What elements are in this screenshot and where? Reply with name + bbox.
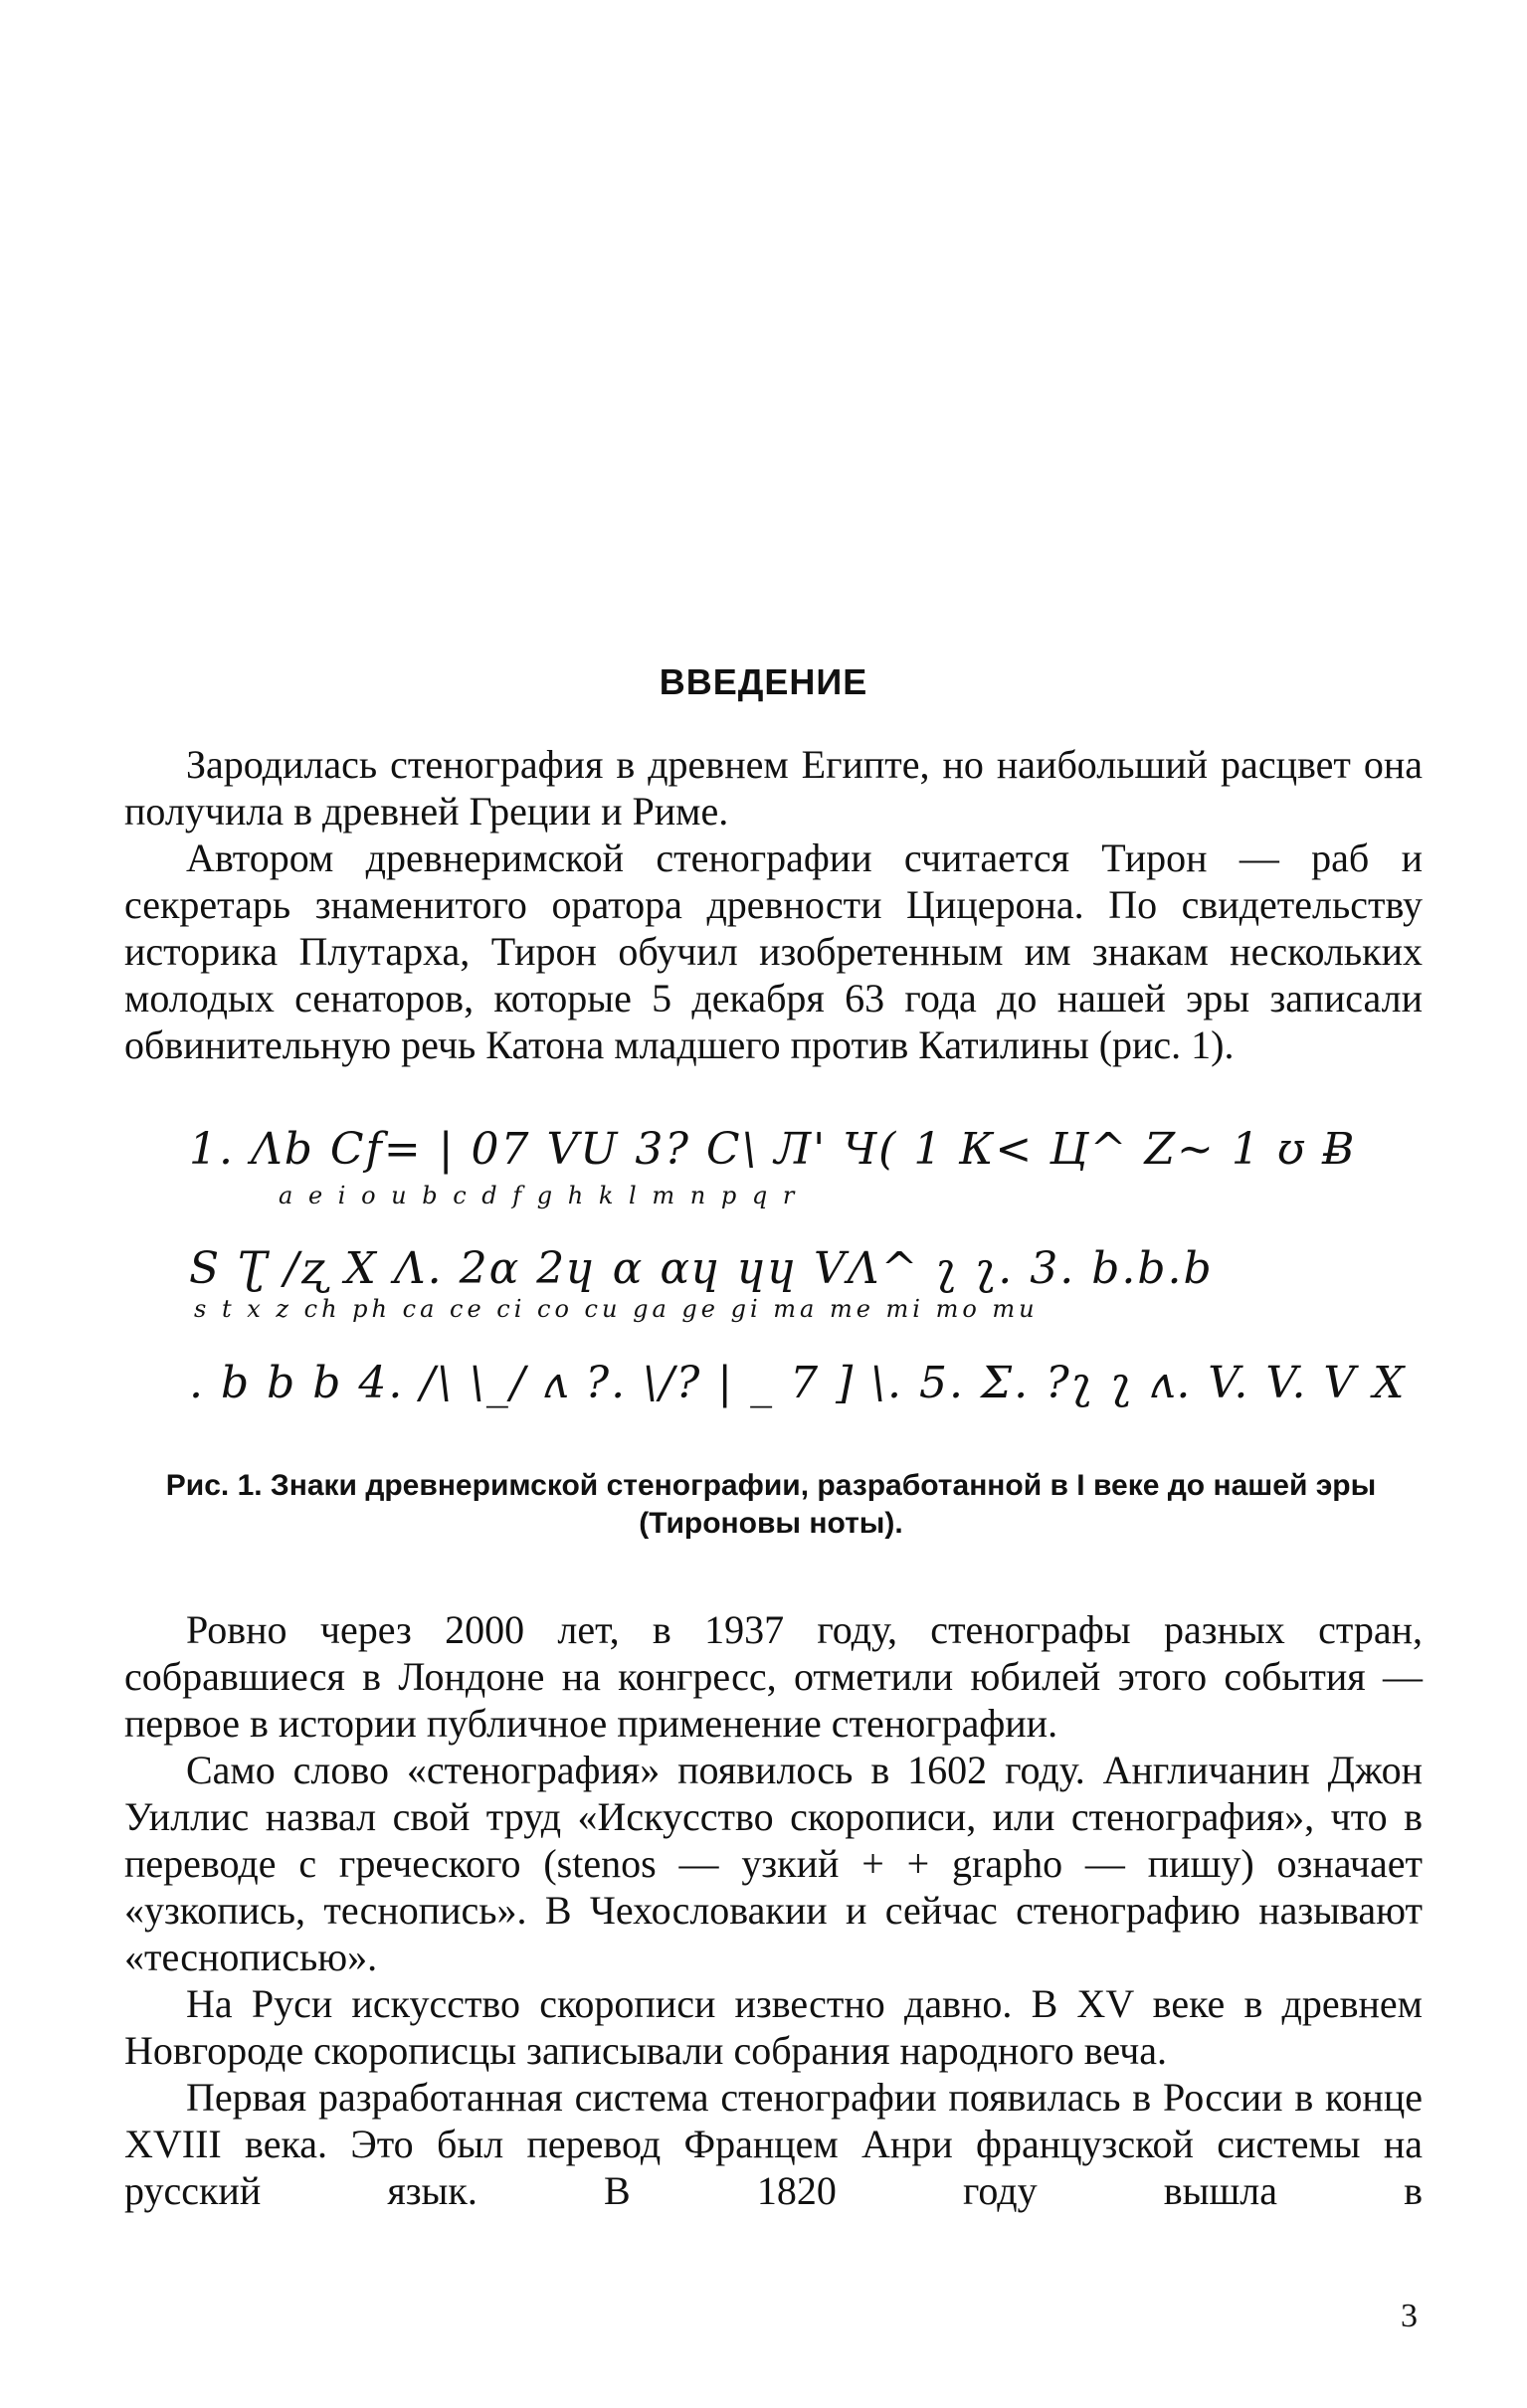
shorthand-signs-row: . b b b 4. /\ \_/ ʌ ?. \/? | _ 7 ] \. 5. Σ. ?ʅ ʅ ʌ. V. V. V X bbox=[189, 1358, 1407, 1408]
chapter-heading: ВВЕДЕНИЕ bbox=[659, 661, 868, 702]
paragraph: На Руси искусство скорописи известно давно. В XV веке в древнем Новгороде скорописцы записывали собрания народного веча. bbox=[124, 1981, 1423, 2073]
shorthand-letters-row: a e i o u b c d f g h k l m n p q r bbox=[279, 1182, 799, 1209]
figure-caption: Рис. 1. Знаки древнеримской стенографии, разработанной в I веке до нашей эры (Тироновы ноты). bbox=[165, 1469, 1377, 1540]
shorthand-letters-row: s t x z ch ph ca ce ci co cu ga ge gi ma me mi mo mu bbox=[194, 1295, 1039, 1323]
shorthand-signs-row: S Ʈ /ʐ X Λ. 2ɑ 2ɥ ɑ ɑɥ ɥɥ VΛ^ ʅ ʅ. 3. b.b.b bbox=[189, 1243, 1214, 1294]
paragraph: Зародилась стенография в древнем Египте, но наибольший расцвет она получила в древней Греции и Риме. bbox=[124, 742, 1423, 834]
shorthand-signs-row: 1. Λb Cf= | 07 VU 3? C\ Л' Ч( 1 К< Ц^ Z~ 1 ʊ Ƀ bbox=[189, 1124, 1357, 1175]
intro-text bbox=[124, 741, 1423, 1068]
paragraph: Автором древнеримской стенографии считается Тирон — раб и секретарь знаменитого оратора древности Цицерона. По свидетельству историка Плутарха, Тирон обучил изобретенным им знакам нескольких молодых сенаторов, которые 5 декабря 63 года до нашей эры записали обвинительную речь Катона младшего против Катилины (рис. 1). bbox=[124, 835, 1423, 1067]
paragraph: Первая разработанная система стенографии появилась в России в конце XVIII века. Это был перевод Францем Анри французской системы на русский язык. В 1820 году вышла в bbox=[124, 2075, 1423, 2213]
paragraph: Само слово «стенография» появилось в 1602 году. Англичанин Джон Уиллис назвал свой труд «Искусство скорописи, или стенография», что в переводе с греческого (stenos — узкий + + grapho — пишу) означает «узкопись, теснопись». В Чехословакии и сейчас стенографию называют «теснописью». bbox=[124, 1748, 1423, 1979]
figure-tironian-notes bbox=[189, 1124, 1407, 1442]
body-text bbox=[124, 1606, 1423, 2214]
page-number: 3 bbox=[1401, 2298, 1418, 2334]
paragraph: Ровно через 2000 лет, в 1937 году, стенографы разных стран, собравшиеся в Лондоне на конгресс, отметили юбилей этого события — первое в истории публичное применение стенографии. bbox=[124, 1607, 1423, 1746]
